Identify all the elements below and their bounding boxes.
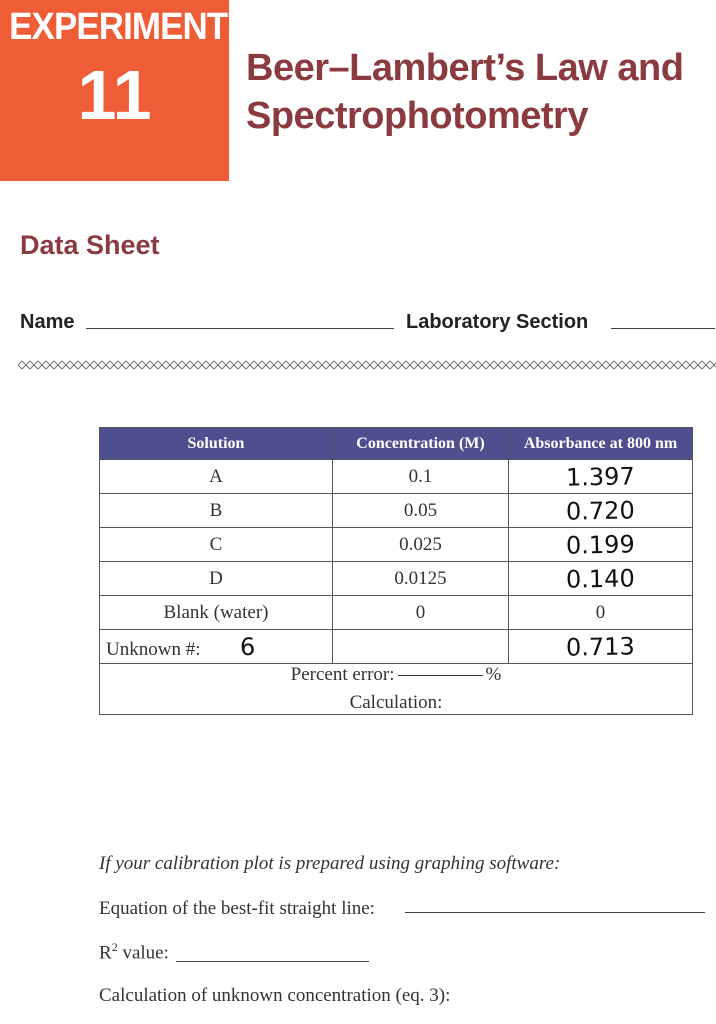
table-row	[100, 528, 693, 562]
concentration-cell: 0.0125	[333, 562, 509, 596]
experiment-label: EXPERIMENT	[9, 6, 228, 48]
equation-field[interactable]	[405, 912, 705, 913]
handwritten-absorbance: 0.720	[565, 495, 636, 526]
unknown-cell[interactable]	[100, 630, 333, 664]
column-header-solution: Solution	[100, 428, 333, 460]
concentration-cell: 0.05	[333, 494, 509, 528]
percent-error-label: Percent error:	[290, 664, 395, 685]
percent-sign: %	[485, 664, 502, 685]
absorbance-cell[interactable]	[509, 528, 693, 562]
percent-error-field[interactable]	[398, 675, 483, 676]
handwritten-unknown-number: 6	[240, 632, 257, 661]
absorbance-cell[interactable]	[509, 494, 693, 528]
absorbance-cell[interactable]	[509, 460, 693, 494]
software-note: If your calibration plot is prepared using graphing software:	[99, 853, 561, 874]
lab-section-label: Laboratory Section	[406, 311, 589, 333]
experiment-number: 11	[77, 56, 152, 134]
equation-label: Equation of the best-fit straight line:	[99, 898, 375, 919]
column-header-concentration: Concentration (M)	[333, 428, 509, 460]
r2-prefix: R	[99, 942, 112, 964]
decorative-divider	[18, 359, 716, 371]
r2-field[interactable]	[176, 961, 369, 962]
table-row	[100, 596, 693, 630]
solution-cell: B	[100, 494, 333, 528]
solution-cell: Blank (water)	[100, 596, 333, 630]
absorbance-cell[interactable]	[509, 562, 693, 596]
table-header-row	[100, 428, 693, 460]
r2-superscript: 2	[111, 940, 118, 954]
unknown-absorbance-cell[interactable]	[509, 630, 693, 664]
solution-cell: D	[100, 562, 333, 596]
section-title: Data Sheet	[20, 230, 160, 260]
r2-label	[99, 940, 169, 964]
solution-cell: C	[100, 528, 333, 562]
table-row	[100, 494, 693, 528]
data-table	[99, 427, 693, 715]
handwritten-unknown-absorbance: 0.713	[565, 631, 636, 662]
absorbance-cell: 0	[509, 596, 693, 630]
lab-section-field[interactable]	[611, 328, 715, 329]
handwritten-absorbance: 1.397	[565, 461, 636, 492]
table-row	[100, 460, 693, 494]
handwritten-absorbance: 0.199	[565, 529, 636, 560]
page-title: Beer–Lambert’s Law and Spectrophotometry	[246, 47, 684, 137]
name-label: Name	[20, 311, 75, 333]
unknown-label: Unknown #:	[106, 638, 201, 660]
table-row	[100, 562, 693, 596]
percent-error-line	[100, 664, 692, 686]
unknown-concentration-label: Calculation of unknown concentration (eq. 3):	[99, 985, 451, 1006]
name-field[interactable]	[86, 328, 394, 329]
calculation-row	[100, 664, 693, 715]
r2-suffix: value:	[117, 942, 169, 964]
concentration-cell: 0.025	[333, 528, 509, 562]
calculation-area[interactable]	[100, 664, 693, 715]
calculation-label: Calculation:	[349, 692, 443, 713]
concentration-cell: 0.1	[333, 460, 509, 494]
unknown-concentration-cell[interactable]	[333, 630, 509, 664]
handwritten-absorbance: 0.140	[565, 563, 636, 594]
experiment-badge	[0, 0, 229, 181]
concentration-cell: 0	[333, 596, 509, 630]
column-header-absorbance: Absorbance at 800 nm	[509, 428, 693, 460]
solution-cell: A	[100, 460, 333, 494]
unknown-row	[100, 630, 693, 664]
